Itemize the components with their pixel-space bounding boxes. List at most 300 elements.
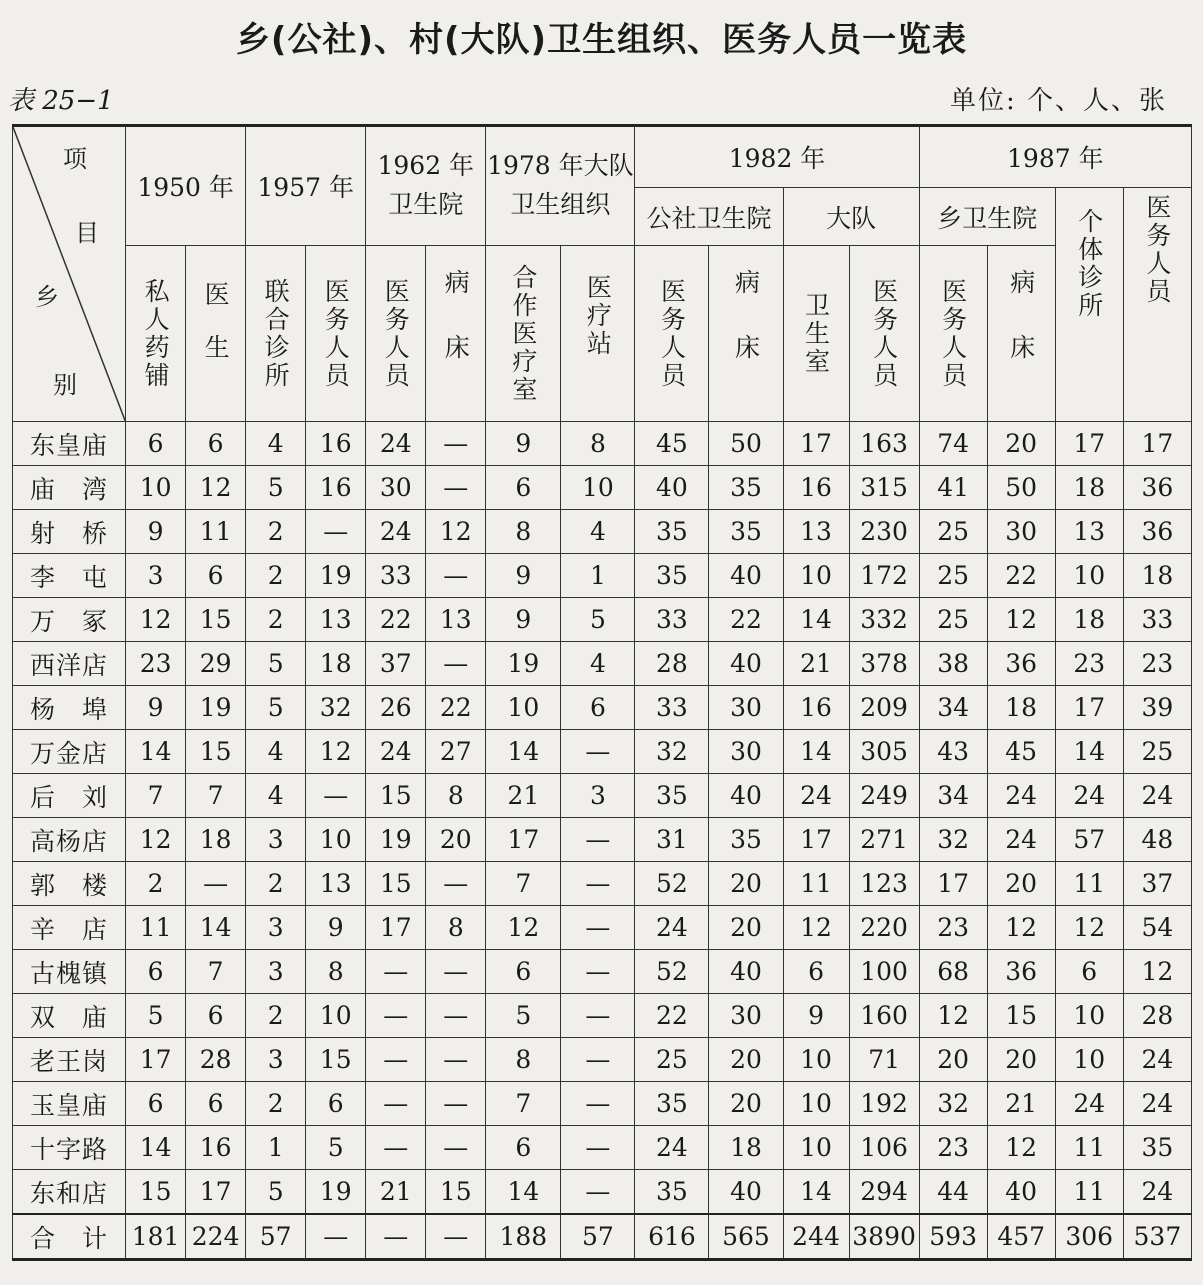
table-cell: 2: [246, 862, 306, 906]
table-cell: —: [186, 862, 246, 906]
table-cell: 33: [366, 554, 426, 598]
row-township-name: 高杨店: [13, 818, 126, 862]
table-cell: —: [366, 950, 426, 994]
table-cell: 25: [919, 554, 987, 598]
table-cell: 35: [635, 510, 709, 554]
table-cell: 8: [486, 1038, 561, 1082]
table-cell: 9: [783, 994, 849, 1038]
table-cell: 6: [186, 1082, 246, 1126]
table-cell: 14: [783, 730, 849, 774]
row-township-name: 庙 湾: [13, 466, 126, 510]
table-cell: 315: [849, 466, 919, 510]
table-cell: 21: [486, 774, 561, 818]
table-cell: —: [561, 1082, 635, 1126]
table-cell: 24: [1123, 774, 1191, 818]
table-cell: 40: [635, 466, 709, 510]
table-cell: 12: [126, 818, 186, 862]
table-cell: 24: [635, 906, 709, 950]
table-cell: 32: [919, 818, 987, 862]
table-cell: 3: [126, 554, 186, 598]
table-cell: —: [366, 1082, 426, 1126]
header-medical-station: 医疗站: [561, 246, 635, 422]
table-cell: 15: [186, 598, 246, 642]
table-cell: 18: [1055, 466, 1123, 510]
header-1982-commune-staff: 医务人员: [635, 246, 709, 422]
table-cell: 13: [426, 598, 486, 642]
table-cell: —: [426, 862, 486, 906]
table-cell: 20: [987, 1038, 1055, 1082]
table-cell: 306: [1055, 1214, 1123, 1260]
table-cell: 24: [987, 774, 1055, 818]
table-cell: 1: [246, 1126, 306, 1170]
table-cell: 40: [709, 774, 783, 818]
table-cell: —: [561, 862, 635, 906]
table-cell: —: [561, 730, 635, 774]
table-cell: —: [561, 1038, 635, 1082]
table-number: 表 25−1: [8, 86, 114, 116]
table-cell: 24: [1055, 1082, 1123, 1126]
header-1982-commune-beds: 病床: [709, 246, 783, 422]
table-cell: 10: [783, 1082, 849, 1126]
table-cell: 294: [849, 1170, 919, 1215]
table-cell: 35: [709, 510, 783, 554]
table-cell: 18: [1123, 554, 1191, 598]
table-cell: 28: [1123, 994, 1191, 1038]
row-township-name: 古槐镇: [13, 950, 126, 994]
table-row: [13, 1082, 1192, 1126]
table-cell: 123: [849, 862, 919, 906]
table-cell: 35: [635, 774, 709, 818]
table-cell: 5: [306, 1126, 366, 1170]
table-cell: 12: [987, 1126, 1055, 1170]
table-row: [13, 1214, 1192, 1260]
table-cell: 17: [486, 818, 561, 862]
table-cell: 15: [426, 1170, 486, 1215]
table-cell: 11: [1055, 1126, 1123, 1170]
table-cell: —: [306, 774, 366, 818]
row-township-name: 西洋店: [13, 642, 126, 686]
table-cell: 18: [709, 1126, 783, 1170]
table-cell: 38: [919, 642, 987, 686]
table-cell: 35: [709, 466, 783, 510]
table-cell: 12: [126, 598, 186, 642]
table-row: [13, 730, 1192, 774]
header-health-room: 卫生室: [783, 246, 849, 422]
table-cell: 17: [919, 862, 987, 906]
table-cell: 24: [1123, 1038, 1191, 1082]
table-cell: 50: [709, 422, 783, 466]
table-cell: 35: [635, 1170, 709, 1215]
table-cell: 30: [709, 730, 783, 774]
row-township-name: 杨 埠: [13, 686, 126, 730]
table-cell: 11: [186, 510, 246, 554]
diag-label-row1: 乡: [35, 283, 59, 311]
row-township-name: 辛 店: [13, 906, 126, 950]
row-township-name: 双 庙: [13, 994, 126, 1038]
diag-label-row2: 别: [53, 371, 77, 399]
table-cell: 4: [246, 422, 306, 466]
table-cell: 45: [635, 422, 709, 466]
table-cell: 4: [561, 510, 635, 554]
table-row: [13, 510, 1192, 554]
table-cell: 15: [366, 862, 426, 906]
table-cell: 36: [1123, 466, 1191, 510]
header-private-pharmacy: 私人药铺: [126, 246, 186, 422]
table-cell: 565: [709, 1214, 783, 1260]
table-cell: 3: [246, 1038, 306, 1082]
table-cell: 12: [1055, 906, 1123, 950]
table-cell: 457: [987, 1214, 1055, 1260]
table-cell: 14: [126, 730, 186, 774]
table-cell: 6: [486, 1126, 561, 1170]
table-cell: 15: [987, 994, 1055, 1038]
table-cell: 22: [709, 598, 783, 642]
table-cell: 11: [783, 862, 849, 906]
table-cell: 6: [186, 554, 246, 598]
table-cell: 29: [186, 642, 246, 686]
table-row: [13, 818, 1192, 862]
table-cell: 8: [561, 422, 635, 466]
table-cell: 13: [306, 862, 366, 906]
table-cell: 244: [783, 1214, 849, 1260]
table-cell: 6: [186, 422, 246, 466]
table-cell: 21: [783, 642, 849, 686]
table-cell: 616: [635, 1214, 709, 1260]
table-cell: 2: [246, 554, 306, 598]
table-cell: 12: [426, 510, 486, 554]
table-cell: —: [426, 1126, 486, 1170]
table-cell: 14: [783, 598, 849, 642]
row-township-name: 玉皇庙: [13, 1082, 126, 1126]
table-cell: —: [561, 1170, 635, 1215]
table-cell: 3: [246, 818, 306, 862]
table-cell: —: [561, 1126, 635, 1170]
table-cell: 19: [486, 642, 561, 686]
row-township-name: 老王岗: [13, 1038, 126, 1082]
table-cell: 34: [919, 686, 987, 730]
row-township-name: 万 冢: [13, 598, 126, 642]
table-cell: —: [561, 950, 635, 994]
table-cell: 2: [246, 510, 306, 554]
table-cell: 33: [635, 598, 709, 642]
table-cell: 23: [1123, 642, 1191, 686]
table-row: [13, 1038, 1192, 1082]
table-cell: 14: [783, 1170, 849, 1215]
row-township-name: 后 刘: [13, 774, 126, 818]
table-cell: —: [426, 642, 486, 686]
table-row: [13, 906, 1192, 950]
table-cell: 20: [709, 862, 783, 906]
diag-label-item1: 项: [63, 145, 87, 173]
table-cell: 17: [1123, 422, 1191, 466]
table-cell: —: [306, 510, 366, 554]
table-cell: 14: [486, 730, 561, 774]
table-cell: 12: [783, 906, 849, 950]
table-cell: 10: [1055, 554, 1123, 598]
table-cell: 220: [849, 906, 919, 950]
table-cell: 14: [1055, 730, 1123, 774]
table-cell: 7: [486, 862, 561, 906]
table-cell: 192: [849, 1082, 919, 1126]
table-cell: 6: [126, 950, 186, 994]
table-row: [13, 422, 1192, 466]
table-cell: —: [426, 554, 486, 598]
table-cell: 10: [126, 466, 186, 510]
table-cell: 2: [246, 1082, 306, 1126]
table-cell: 20: [709, 1082, 783, 1126]
table-cell: 24: [635, 1126, 709, 1170]
table-cell: 35: [1123, 1126, 1191, 1170]
table-cell: —: [561, 906, 635, 950]
table-cell: 172: [849, 554, 919, 598]
table-cell: 6: [306, 1082, 366, 1126]
table-cell: 74: [919, 422, 987, 466]
table-cell: 5: [246, 642, 306, 686]
data-table: [12, 124, 1192, 1261]
table-cell: 43: [919, 730, 987, 774]
table-cell: 181: [126, 1214, 186, 1260]
table-cell: 37: [366, 642, 426, 686]
row-township-name: 李 屯: [13, 554, 126, 598]
table-cell: —: [426, 422, 486, 466]
table-cell: —: [426, 466, 486, 510]
table-cell: 9: [486, 422, 561, 466]
table-cell: 188: [486, 1214, 561, 1260]
table-cell: 45: [987, 730, 1055, 774]
table-cell: 40: [987, 1170, 1055, 1215]
table-cell: 25: [635, 1038, 709, 1082]
row-township-name: 十字路: [13, 1126, 126, 1170]
table-cell: 57: [561, 1214, 635, 1260]
table-cell: 3: [561, 774, 635, 818]
table-cell: 537: [1123, 1214, 1191, 1260]
table-cell: 6: [486, 466, 561, 510]
table-cell: 24: [1055, 774, 1123, 818]
table-cell: 30: [709, 994, 783, 1038]
table-cell: 36: [987, 950, 1055, 994]
table-cell: 8: [426, 774, 486, 818]
table-cell: 10: [783, 554, 849, 598]
table-cell: 160: [849, 994, 919, 1038]
diagonal-header-cell: [13, 126, 126, 422]
table-cell: 6: [561, 686, 635, 730]
row-township-name: 合 计: [13, 1214, 126, 1260]
table-cell: 35: [635, 554, 709, 598]
table-cell: 5: [246, 1170, 306, 1215]
table-row: [13, 1126, 1192, 1170]
table-cell: 13: [306, 598, 366, 642]
table-cell: 10: [783, 1038, 849, 1082]
table-cell: 3: [246, 950, 306, 994]
table-cell: —: [366, 1214, 426, 1260]
header-private-clinic: 个体诊所: [1055, 188, 1123, 422]
table-cell: 12: [987, 598, 1055, 642]
table-cell: 40: [709, 642, 783, 686]
table-cell: 12: [186, 466, 246, 510]
table-cell: 8: [306, 950, 366, 994]
header-coop-medical: 合作医疗室: [486, 246, 561, 422]
table-cell: 24: [366, 422, 426, 466]
table-cell: 19: [306, 1170, 366, 1215]
table-cell: 54: [1123, 906, 1191, 950]
table-cell: 36: [987, 642, 1055, 686]
table-cell: 31: [635, 818, 709, 862]
table-cell: 11: [1055, 862, 1123, 906]
table-cell: 10: [783, 1126, 849, 1170]
table-cell: 57: [246, 1214, 306, 1260]
table-cell: 2: [246, 598, 306, 642]
table-cell: 10: [306, 818, 366, 862]
table-cell: 12: [919, 994, 987, 1038]
table-title: 乡(公社)、村(大队)卫生组织、医务人员一览表: [235, 20, 968, 60]
table-cell: 28: [186, 1038, 246, 1082]
table-cell: 52: [635, 950, 709, 994]
table-cell: 16: [306, 466, 366, 510]
table-cell: 378: [849, 642, 919, 686]
table-cell: 40: [709, 554, 783, 598]
table-cell: 25: [1123, 730, 1191, 774]
table-cell: 10: [306, 994, 366, 1038]
table-cell: 2: [126, 862, 186, 906]
table-cell: 23: [126, 642, 186, 686]
table-cell: 17: [783, 818, 849, 862]
table-cell: 27: [426, 730, 486, 774]
table-cell: 24: [1123, 1170, 1191, 1215]
table-cell: 26: [366, 686, 426, 730]
table-cell: 271: [849, 818, 919, 862]
header-1982-commune: 公社卫生院: [635, 188, 783, 246]
header-1982: 1982 年: [635, 126, 919, 188]
table-cell: 22: [366, 598, 426, 642]
table-cell: 4: [246, 730, 306, 774]
table-cell: 17: [1055, 422, 1123, 466]
table-cell: 24: [366, 510, 426, 554]
table-cell: 224: [186, 1214, 246, 1260]
table-cell: 44: [919, 1170, 987, 1215]
table-cell: 19: [186, 686, 246, 730]
table-cell: 18: [306, 642, 366, 686]
table-cell: 249: [849, 774, 919, 818]
table-cell: 9: [486, 598, 561, 642]
table-cell: 12: [306, 730, 366, 774]
table-cell: 21: [366, 1170, 426, 1215]
table-cell: 7: [486, 1082, 561, 1126]
table-cell: 48: [1123, 818, 1191, 862]
header-1957-staff: 医务人员: [306, 246, 366, 422]
table-cell: 24: [783, 774, 849, 818]
table-cell: 15: [126, 1170, 186, 1215]
table-cell: 18: [186, 818, 246, 862]
table-cell: 20: [987, 422, 1055, 466]
table-cell: 6: [186, 994, 246, 1038]
header-1978: 1978 年大队 卫生组织: [486, 126, 635, 246]
table-cell: 3890: [849, 1214, 919, 1260]
header-1987-township: 乡卫生院: [919, 188, 1055, 246]
table-cell: 68: [919, 950, 987, 994]
table-cell: —: [561, 994, 635, 1038]
table-cell: 35: [709, 818, 783, 862]
table-cell: 13: [1055, 510, 1123, 554]
table-cell: 9: [306, 906, 366, 950]
header-1962: 1962 年 卫生院: [366, 126, 486, 246]
table-cell: 6: [486, 950, 561, 994]
table-row: [13, 862, 1192, 906]
table-cell: —: [366, 1126, 426, 1170]
table-row: [13, 686, 1192, 730]
table-row: [13, 950, 1192, 994]
table-cell: —: [426, 1214, 486, 1260]
table-cell: 33: [1123, 598, 1191, 642]
header-doctor: 医生: [186, 246, 246, 422]
table-row: [13, 1170, 1192, 1215]
table-row: [13, 466, 1192, 510]
header-1987-township-beds: 病床: [987, 246, 1055, 422]
table-cell: —: [426, 1082, 486, 1126]
row-township-name: 万金店: [13, 730, 126, 774]
table-cell: 5: [486, 994, 561, 1038]
header-1987-township-staff: 医务人员: [919, 246, 987, 422]
table-cell: 7: [126, 774, 186, 818]
table-cell: 41: [919, 466, 987, 510]
table-cell: 24: [366, 730, 426, 774]
table-cell: —: [426, 1038, 486, 1082]
table-cell: 30: [987, 510, 1055, 554]
table-cell: 10: [561, 466, 635, 510]
table-cell: 20: [709, 1038, 783, 1082]
diag-label-item2: 目: [75, 219, 99, 247]
table-cell: 13: [783, 510, 849, 554]
table-cell: 17: [186, 1170, 246, 1215]
table-cell: 40: [709, 950, 783, 994]
table-cell: 22: [987, 554, 1055, 598]
table-row: [13, 554, 1192, 598]
table-cell: 16: [186, 1126, 246, 1170]
table-cell: 15: [306, 1038, 366, 1082]
table-cell: 50: [987, 466, 1055, 510]
table-cell: 20: [709, 906, 783, 950]
table-cell: 17: [1055, 686, 1123, 730]
table-cell: 6: [126, 422, 186, 466]
table-cell: —: [426, 994, 486, 1038]
header-1982-brigade-staff: 医务人员: [849, 246, 919, 422]
table-cell: 6: [126, 1082, 186, 1126]
table-cell: 18: [987, 686, 1055, 730]
table-cell: 19: [306, 554, 366, 598]
table-cell: 8: [426, 906, 486, 950]
table-cell: 23: [919, 906, 987, 950]
row-township-name: 郭 楼: [13, 862, 126, 906]
table-cell: 7: [186, 774, 246, 818]
table-cell: 12: [987, 906, 1055, 950]
table-cell: —: [561, 818, 635, 862]
table-cell: 2: [246, 994, 306, 1038]
table-cell: 4: [561, 642, 635, 686]
table-cell: 163: [849, 422, 919, 466]
table-cell: 11: [126, 906, 186, 950]
table-cell: 25: [919, 598, 987, 642]
table-cell: 10: [486, 686, 561, 730]
table-cell: 209: [849, 686, 919, 730]
table-cell: 36: [1123, 510, 1191, 554]
table-cell: 14: [126, 1126, 186, 1170]
table-cell: 40: [709, 1170, 783, 1215]
table-cell: 6: [1055, 950, 1123, 994]
table-cell: 16: [306, 422, 366, 466]
table-cell: 25: [919, 510, 987, 554]
table-cell: 28: [635, 642, 709, 686]
table-cell: 20: [987, 862, 1055, 906]
table-cell: 5: [246, 466, 306, 510]
